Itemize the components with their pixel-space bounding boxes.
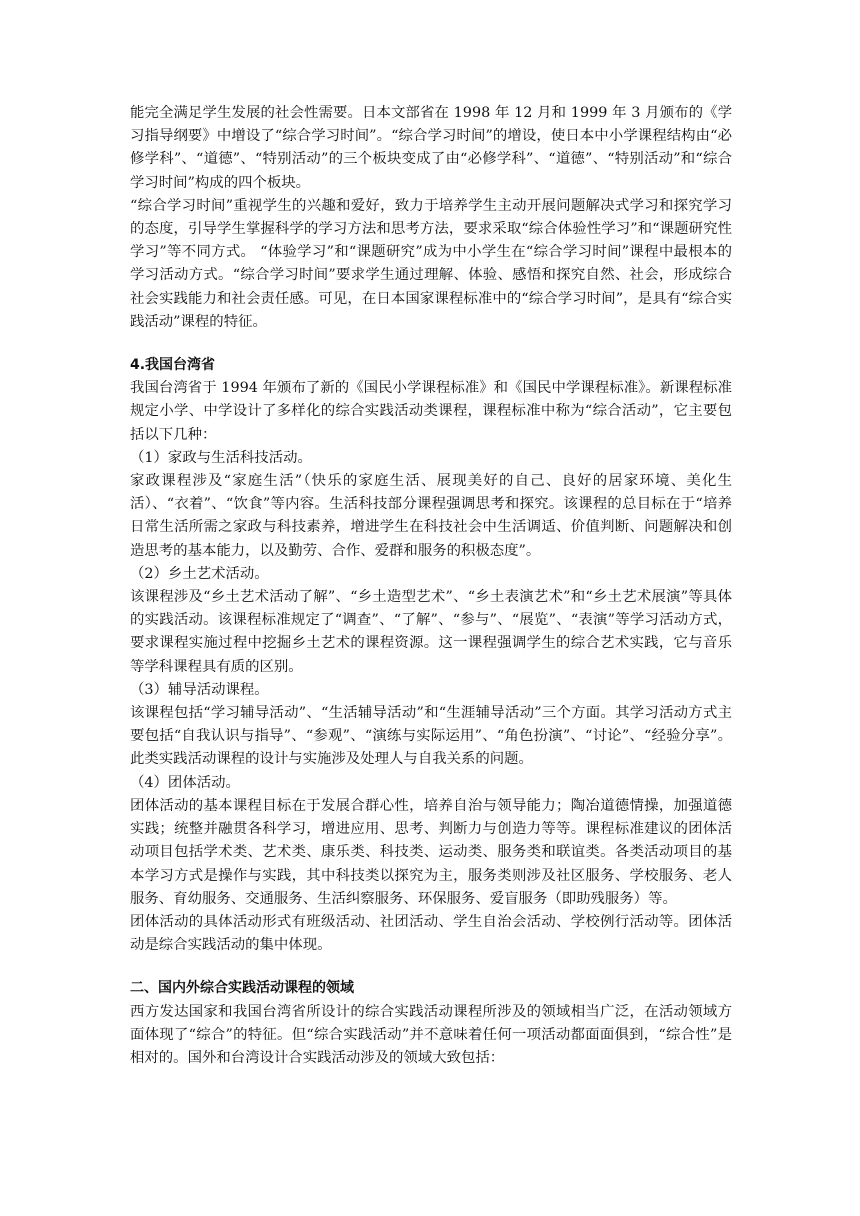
paragraph-japan-integrated-learning: “综合学习时间”重视学生的兴趣和爱好，致力于培养学生主动开展问题解决式学习和探究学习的态度，引导学生掌握科学的学习方法和思考方法，要求采取“综合体验性学习”和“课题研究性学习”等不同方式。 “体验学习”和“课题研究”成为中小学生在“综合学习时间”课程中最根本的学习活动方式。“综合学习时间”要求学生通过理解、体验、感悟和探究自然、社会，形成综合社会实践能力和社会责任感。可见，在日本国家课程标准中的“综合学习时间”，是具有“综合实践活动”课程的特征。 — [130, 197, 732, 330]
section-spacer — [130, 334, 732, 354]
paragraph-taiwan-intro: 我国台湾省于 1994 年颁布了新的《国民小学课程标准》和《国民中学课程标准》。新课程标准规定小学、中学设计了多样化的综合实践活动类课程，课程标准中称为“综合活动”，它主要包括以下几种： — [130, 380, 732, 443]
list-item-title: （1）家政与生活科技活动。 — [130, 449, 312, 466]
paragraph-domains-intro: 西方发达国家和我国台湾省所设计的综合实践活动课程所涉及的领域相当广泛，在活动领域方面体现了“综合”的特征。但“综合实践活动”并不意味着任何一项活动都面面俱到，“综合性”是相对的。国外和台湾设计合实践活动涉及的领域大致包括： — [130, 1003, 732, 1066]
section-spacer — [130, 957, 732, 977]
list-item-body: 该课程涉及“乡土艺术活动了解”、“乡土造型艺术”、“乡土表演艺术”和“乡土艺术展演”等具体的实践活动。该课程标准规定了“调查”、“了解”、“参与”、“展览”、“表演”等学习活动方式，要求课程实施过程中挖掘乡土艺术的课程资源。这一课程强调学生的综合艺术实践，它与音乐等学科课程具有质的区别。 — [130, 589, 732, 675]
paragraph-japan-intro: 能完全满足学生发展的社会性需要。日本文部省在 1998 年 12 月和 1999 年 3 月颁布的《学习指导纲要》中增设了“综合学习时间”。“综合学习时间”的增设，使日本中小学课程结构由“必修学科”、“道德”、“特别活动”的三个板块变成了由“必修学科”、“道德”、“特别活动”和“综合学习时间”构成的四个板块。 — [130, 105, 732, 191]
list-item-body: 团体活动的基本课程目标在于发展合群心性，培养自治与领导能力；陶冶道德情操，加强道德实践；统整并融贯各科学习，增进应用、思考、判断力与创造力等等。课程标准建议的团体活动项目包括学术类、艺术类、康乐类、科技类、运动类、服务类和联谊类。各类活动项目的基本学习方式是操作与实践，其中科技类以探究为主，服务类则涉及社区服务、学校服务、老人服务、育幼服务、交通服务、生活纠察服务、环保服务、爱盲服务（即助残服务）等。 — [130, 797, 732, 907]
list-item-title: （3）辅导活动课程。 — [130, 681, 269, 698]
document-page — [130, 102, 732, 1070]
list-item-body: 家政课程涉及“家庭生活”（快乐的家庭生活、展现美好的自己、良好的居家环境、美化生活）、“衣着”、“饮食”等内容。生活科技部分课程强调思考和探究。该课程的总目标在于“培养日常生活所需之家政与科技素养，增进学生在科技社会中生活调适、价值判断、问题解决和创造思考的基本能力，以及勤劳、合作、爱群和服务的积极态度”。 — [130, 473, 732, 559]
section-heading-taiwan: 4.我国台湾省 — [130, 357, 216, 374]
section-heading-domains: 二、国内外综合实践活动课程的领域 — [130, 980, 354, 997]
list-item-title: （2）乡土艺术活动。 — [130, 565, 269, 582]
list-item-body: 该课程包括“学习辅导活动”、“生活辅导活动”和“生涯辅导活动”三个方面。其学习活动方式主要包括“自我认识与指导”、“参观”、“演练与实际运用”、“角色扮演”、“讨论”、“经验分享”。此类实践活动课程的设计与实施涉及处理人与自我关系的问题。 — [130, 705, 732, 768]
list-item-title: （4）团体活动。 — [130, 774, 240, 791]
paragraph-taiwan-closing: 团体活动的具体活动形式有班级活动、社团活动、学生自治会活动、学校例行活动等。团体活动是综合实践活动的集中体现。 — [130, 913, 732, 954]
